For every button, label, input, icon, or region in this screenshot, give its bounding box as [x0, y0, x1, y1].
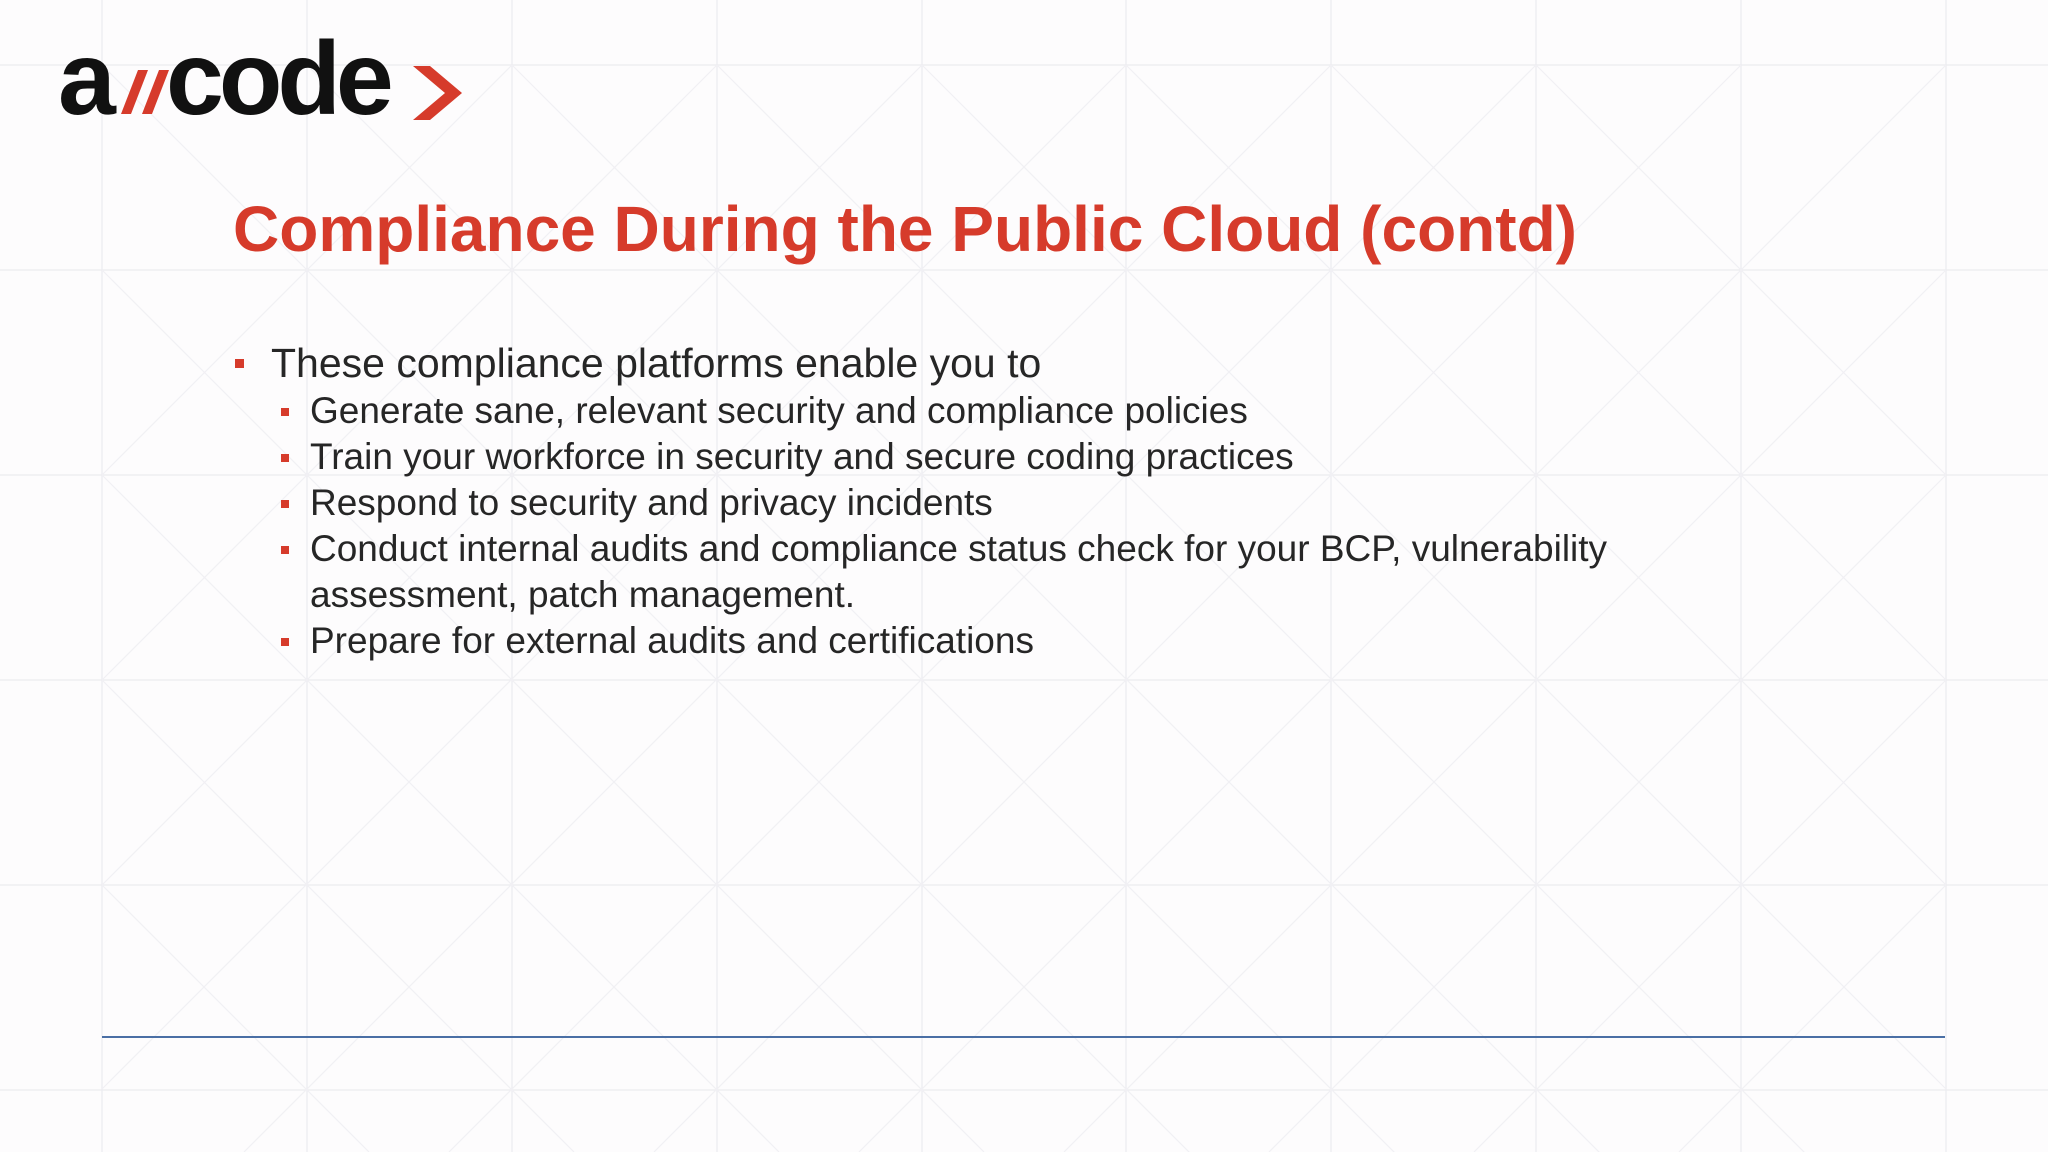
bullet-list: [233, 338, 1793, 664]
sub-bullet-text: Generate sane, relevant security and compliance policies: [310, 390, 1248, 431]
sub-bullet-text: Train your workforce in security and secure coding practices: [310, 436, 1294, 477]
sub-bullet-item: [233, 526, 1793, 618]
square-bullet-icon: [281, 454, 289, 462]
slide-title: Compliance During the Public Cloud (contd): [233, 193, 1577, 265]
sub-bullet-list: [233, 388, 1793, 664]
svg-text:code: code: [166, 36, 389, 128]
footer-divider: [102, 1036, 1945, 1038]
bullet-text: These compliance platforms enable you to: [271, 340, 1042, 386]
sub-bullet-item: [233, 480, 1793, 526]
allcode-logo: [58, 36, 468, 128]
sub-bullet-text: Respond to security and privacy incidents: [310, 482, 993, 523]
sub-bullet-text-continuation: assessment, patch management.: [310, 574, 856, 615]
bullet-item-level-1: [233, 338, 1793, 388]
square-bullet-icon: [281, 638, 289, 646]
sub-bullet-text: Conduct internal audits and compliance status check for your BCP, vulnerability: [310, 528, 1608, 569]
sub-bullet-item: [233, 618, 1793, 664]
sub-bullet-item: [233, 434, 1793, 480]
sub-bullet-text: Prepare for external audits and certifications: [310, 620, 1034, 661]
square-bullet-icon: [281, 408, 289, 416]
square-bullet-icon: [235, 359, 244, 368]
sub-bullet-item: [233, 388, 1793, 434]
square-bullet-icon: [281, 546, 289, 554]
square-bullet-icon: [281, 500, 289, 508]
svg-text:a: a: [58, 36, 112, 128]
